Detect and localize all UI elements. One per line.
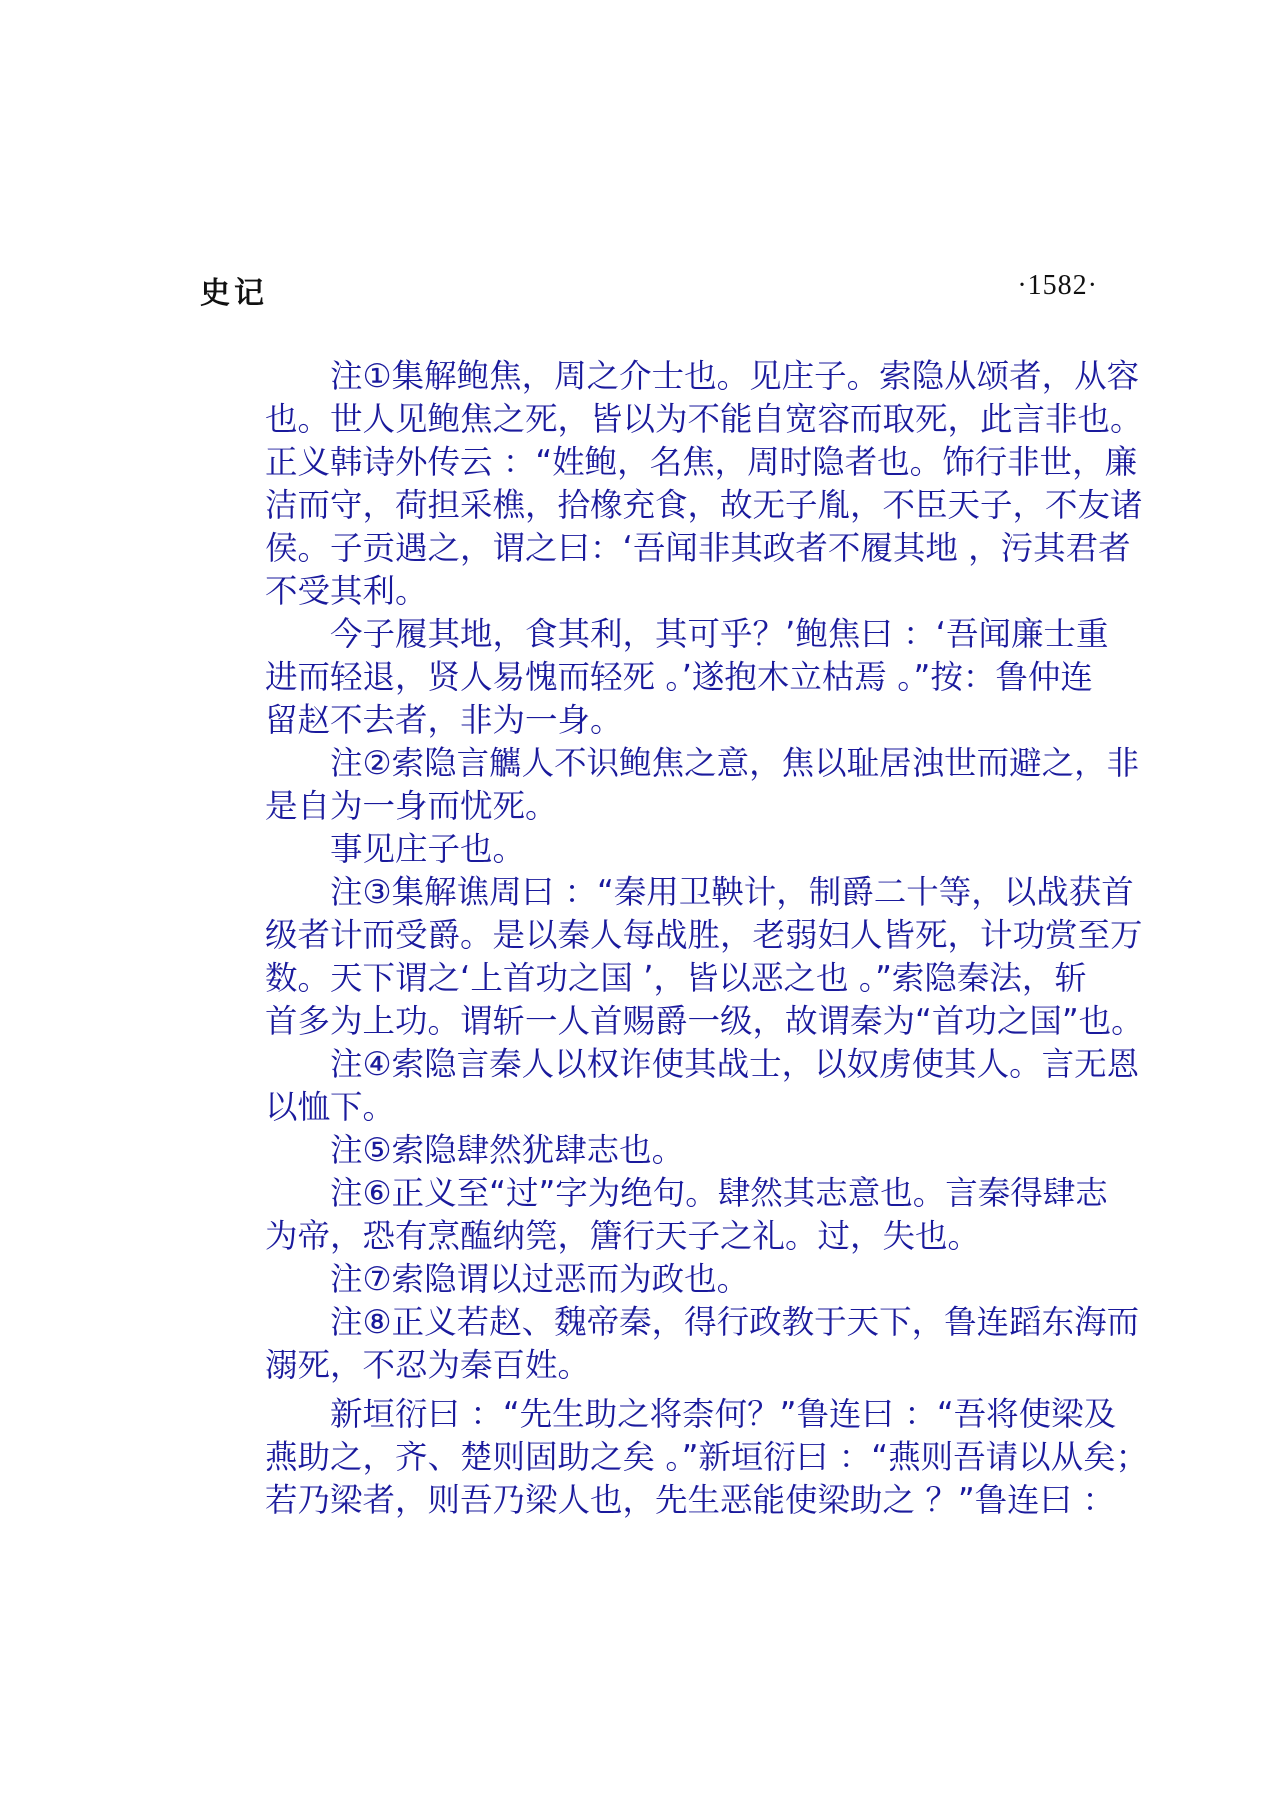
text-line: 今子履其地，食其利，其可乎？’鲍焦曰 ：‘吾闻廉士重	[330, 615, 1109, 653]
text-line: 注③集解谯周曰 ：“秦用卫鞅计，制爵二十等，以战获首	[330, 873, 1134, 911]
text-line: 注⑤索隐肆然犹肆志也。	[330, 1131, 685, 1169]
paragraph	[200, 1393, 1149, 1522]
text-line: 注④索隐言秦人以权诈使其战士，以奴虏使其人。言无恩	[330, 1045, 1140, 1083]
paragraph	[200, 742, 1140, 828]
text-line: 是自为一身而忧死。	[265, 787, 558, 825]
text-line: 洁而守，荷担采樵，拾橡充食，故无子胤，不臣天子，不友诸	[265, 486, 1143, 524]
paragraph	[200, 828, 1100, 871]
text-line: 新垣衍曰 ：“先生助之将柰何？”鲁连曰 ：“吾将使梁及	[330, 1395, 1117, 1433]
paragraph	[200, 1129, 1100, 1172]
paragraph	[200, 1172, 1108, 1258]
paragraph	[200, 613, 1109, 742]
text-line: 若乃梁者，则吾乃梁人也，先生恶能使梁助之 ？”鲁连曰 ：	[265, 1481, 1115, 1519]
text-line: 以恤下。	[265, 1088, 396, 1126]
text-line: 注⑥正义至“过”字为绝句。肆然其志意也。言秦得肆志	[330, 1174, 1108, 1212]
paragraph	[200, 355, 1143, 613]
text-line: 首多为上功。谓斩一人首赐爵一级，故谓秦为“首功之国”也。	[265, 1002, 1144, 1040]
text-line: 不受其利。	[265, 572, 428, 610]
text-line: 燕助之，齐、楚则固助之矣 。”新垣衍曰 ：“燕则吾请以从矣；	[265, 1438, 1149, 1476]
book-title: 史记	[200, 276, 268, 311]
text-line: 为帝，恐有烹醢纳筦，篖行天子之礼。过，失也。	[265, 1217, 981, 1255]
page-number: ·1582·	[1017, 270, 1098, 301]
text-line: 也。世人见鲍焦之死，皆以为不能自宽容而取死，此言非也。	[265, 400, 1143, 438]
body-text	[200, 355, 1149, 1522]
text-line: 事见庄子也。	[330, 830, 526, 868]
text-line: 注⑧正义若赵、魏帝秦，得行政教于天下，鲁连蹈东海而	[330, 1303, 1140, 1341]
text-line: 进而轻退，贤人易愧而轻死 。’遂抱木立枯焉 。”按：鲁仲连	[265, 658, 1093, 696]
text-line: 注②索隐言觽人不识鲍焦之意，焦以耻居浊世而避之，非	[330, 744, 1140, 782]
text-line: 侯。子贡遇之，谓之曰：‘吾闻非其政者不履其地 ，污其君者	[265, 529, 1131, 567]
text-line: 数。天下谓之‘上首功之国 ’，皆以恶之也 。”索隐秦法，斩	[265, 959, 1087, 997]
text-line: 注⑦索隐谓以过恶而为政也。	[330, 1260, 750, 1298]
paragraph	[200, 1301, 1140, 1387]
text-line: 溺死，不忍为秦百姓。	[265, 1346, 591, 1384]
paragraph	[200, 1258, 1100, 1301]
text-line: 正义韩诗外传云 ：“姓鲍，名焦，周时隐者也。饰行非世，廉	[265, 443, 1138, 481]
paragraph	[200, 1043, 1140, 1129]
text-line: 注①集解鲍焦，周之介士也。见庄子。索隐从颂者，从容	[330, 357, 1140, 395]
text-line: 级者计而受爵。是以秦人每战胜，老弱妇人皆死，计功赏至万	[265, 916, 1143, 954]
running-header	[200, 268, 1098, 311]
paragraph	[200, 871, 1144, 1043]
text-line: 留赵不去者，非为一身。	[265, 701, 623, 739]
